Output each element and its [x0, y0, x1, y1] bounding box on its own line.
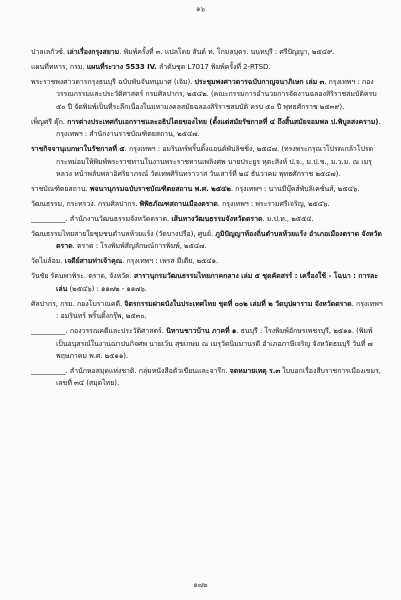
- entry-text: พระราชพงศาวดารกรุงธนบุรี ฉบับพันจันทนุมาศ (เจิม).: [31, 78, 195, 86]
- entry-text: . กรุงเทพฯ : เพรส มีเดีย, ๒๕๔๑.: [122, 257, 219, 266]
- bibliography-entry: [31, 183, 383, 195]
- entry-text: __________. สำนักหอสมุดแห่งชาติ. กลุ่มหนังสือตัวเขียนและจารึก.: [31, 367, 230, 376]
- entry-title: จดหมายเหตุ ร.๓: [229, 367, 281, 376]
- entry-text: . ม.ป.ท., ๒๕๕๔.: [262, 215, 314, 224]
- entry-text: ปาลเลกัวซ์.: [31, 48, 68, 56]
- entry-text: ราชบัณฑิตยสถาน.: [31, 185, 90, 194]
- entry-text: . กรุงเทพฯ : กองวรรณกรรมและประวัติศาสตร์ กรมศิลปากร, ๒๕๔๒. (คณะกรรมการอำนวยการจัดงานฉลองสิริราชสมบัติครบ ๕๐ ปี จัดพิมพ์เป็นที่ระลึกเนื่องในมหามงคลสมัยฉลองสิริราชสมบัติ ครบ ๕๐ ปี พุทธศักราช ๒๕๓๙).: [56, 78, 377, 111]
- entry-text: __________. กองวรรณคดีและประวัติศาสตร์.: [31, 327, 167, 336]
- entry-title: เจดีย์สามท่าเจ้าคุณ: [64, 257, 123, 266]
- bibliography-list: [31, 46, 383, 392]
- entry-text: . กรุงเทพฯ : อมรินทร์พริ้นติ้งแอนด์พับลิชชิ่ง, ๒๕๔๗. (ทรงพระกรุณาโปรดเกล้าโปรดกระหม่อมให้พิมพ์พระราชทานในงานพระราชทานเพลิงศพ นายประยูร หุตะสิงห์ ป.จ., ม.ป.ช., ม.ว.ม. ณ เมรุหลวง หน้าพลับพลาอิศริยาภรณ์ วัดเทพศิรินทราวาส วันเสาร์ที่ ๒๔ ธันวาคม พุทธศักราช ๒๕๔๗).: [56, 145, 374, 179]
- entry-text: เพ็ญศรี ดุ๊ก.: [31, 117, 68, 126]
- entry-title: การต่างประเทศกับเอกราชและอธิปไตยของไทย (ตั้งแต่สมัยรัชกาลที่ ๔ ถึงสิ้นสมัยจอมพล ป.พิบูลสงคราม): [67, 117, 379, 126]
- bibliography-entry: [31, 270, 383, 295]
- top-page-mark: ๑๖: [196, 5, 205, 13]
- entry-text: วัดไม่ล้อม.: [31, 257, 65, 266]
- entry-text: . ตราด : โรงพิมพ์สัญลักษณ์การพิมพ์, ๒๕๔๗.: [72, 242, 207, 251]
- entry-text: __________. สำนักงานวัฒนธรรมจังหวัดตราด.: [31, 215, 172, 224]
- bibliography-entry: [31, 365, 383, 390]
- entry-title: ภูมิปัญญาท้องถิ่นตำบลห้วยแร้ง อำเภอเมืองตราด จังหวัดตราด: [56, 230, 382, 251]
- entry-text: แผนที่ทหาร, กรม.: [31, 63, 87, 71]
- entry-text: . กรุงเทพฯ : อมรินทร์ พริ้นติ้งกรุ๊พ, ๒๕๓๐.: [56, 299, 383, 321]
- entry-title: แผนที่ระวาง 5533 IV.: [86, 63, 157, 71]
- entry-text: ศิลปากร, กรม. กองโบราณคดี.: [31, 299, 125, 308]
- entry-text: . กรุงเทพฯ : พระรามศรีเจริญ, ๒๕๔๖.: [217, 200, 330, 209]
- entry-title: ประชุมพงศาวดารฉบับกาญจนาภิเษก เล่ม ๓: [194, 78, 325, 86]
- bibliography-entry: [31, 61, 383, 73]
- bibliography-entry: [31, 228, 383, 253]
- entry-title: สารานุกรมวัฒนธรรมไทยภาคกลาง เล่ม ๕ ชุดคัดสรร์ : เครื่องใช้ - โฉนา : การละเล่น: [56, 272, 378, 293]
- bibliography-entry: [31, 255, 383, 267]
- bibliography-entry: [31, 46, 383, 58]
- bibliography-entry: [31, 198, 383, 210]
- bibliography-entry: [31, 213, 383, 225]
- entry-title: ราชกิจจานุเบกษาในรัชกาลที่ ๕: [31, 145, 125, 154]
- bibliography-entry: [31, 76, 383, 113]
- entry-title: พิพิธภัณฑสถานเมืองตราด: [139, 200, 218, 209]
- entry-text: (๒๕๔๖) : ๑๑๗๒ - ๑๑๗๖.: [67, 284, 147, 293]
- entry-text: . ธนบุรี : โรงพิมพ์อักษรเพชรบุรี, ๒๕๑๑. (พิมพ์เป็นอนุสรณ์ในงานฌาปนกิจศพ นายเว้น สุขเกษม ณ เมรุวัดนิมมานรดี อำเภอภาษีเจริญ จังหวัดธนบุรี วันที่ ๗ พฤษภาคม พ.ศ. ๒๕๑๑).: [56, 327, 373, 361]
- bibliography-entry: [31, 298, 383, 323]
- entry-title: เส้นทางวัฒนธรรมจังหวัดตราด: [171, 215, 263, 224]
- entry-text: ใบบอกเรื่องสืบราชการเมืองเขมร, เลขที่ ๓๔ (สมุดไทย).: [56, 367, 381, 388]
- entry-text: . กรุงเทพฯ : สำนักงานราชบัณฑิตยสถาน, ๒๕๔๗.: [56, 117, 381, 139]
- entry-text: . กรุงเทพฯ : นานมีบุ๊คส์พับลิเคชั่นส์, ๒๕๔๖.: [230, 185, 360, 194]
- page-number: ๑๗๒: [193, 581, 208, 589]
- entry-text: วัฒนธรรม, กระทรวง. กรมศิลปากร.: [31, 200, 140, 209]
- entry-text: ลำดับชุด L7017 พิมพ์ครั้งที่ 2-RTSD.: [156, 63, 271, 71]
- entry-title: พจนานุกรมฉบับราชบัณฑิตยสถาน พ.ศ. ๒๕๔๒: [89, 185, 231, 194]
- entry-title: จิตรกรรมฝาผนังในประเทศไทย ชุดที่ ๐๐๒ เล่มที่ ๒ วัดบุปผาราม จังหวัดตราด: [124, 299, 352, 308]
- entry-text: วันชัย รัตนพาพิระ. ตราด, จังหวัด.: [31, 272, 134, 281]
- bibliography-entry: [31, 116, 383, 141]
- entry-title: เล่าเรื่องกรุงสยาม: [67, 48, 120, 56]
- entry-text: วัฒนธรรมไทยสายใยชุมชนตำบลห้วยแร้ง (วัดบางปรือ), ศูนย์.: [31, 230, 216, 239]
- entry-title: นิทานชาวบ้าน ภาคที่ ๑: [166, 327, 237, 336]
- bibliography-entry: [31, 325, 383, 362]
- entry-text: . พิมพ์ครั้งที่ ๓. แปลโดย สันต์ ท. โกมลบุตร. นนทบุรี : ศรีปัญญา, ๒๕๔๙.: [119, 48, 335, 56]
- bibliography-entry: [31, 143, 383, 180]
